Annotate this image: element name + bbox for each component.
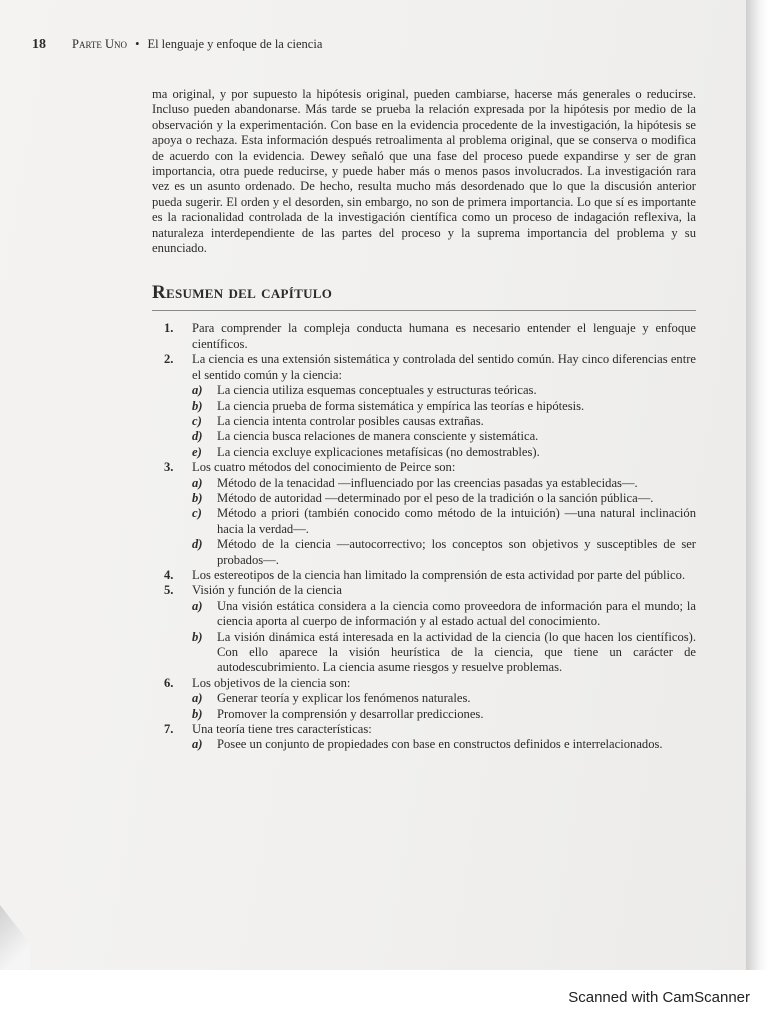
subitem-letter: d): [192, 429, 203, 444]
page-content: [152, 87, 696, 753]
subitem-text: Una visión estática considera a la ciencia como proveedora de información para el mundo; la ciencia aporta al cuerpo de información y al estado actual del conocimiento.: [217, 598, 696, 629]
summary-subitem: [192, 491, 696, 506]
item-number: 5.: [164, 583, 174, 598]
item-number: 3.: [164, 460, 174, 475]
subitem-text: La ciencia excluye explicaciones metafísicas (no demostrables).: [217, 444, 540, 459]
subitem-text: Posee un conjunto de propiedades con base en constructos definidos e interrelacionados.: [217, 737, 663, 752]
subitem-text: La visión dinámica está interesada en la actividad de la ciencia (lo que hacen los científicos). Con ello aparece la visión heurística de la ciencia, que tiene un carácter de autodescubrimiento. La ciencia asume riesgos y resuelve problemas.: [217, 629, 696, 675]
summary-item: [152, 352, 696, 460]
summary-subitem: [192, 630, 696, 676]
subitem-letter: c): [192, 506, 202, 521]
intro-paragraph: ma original, y por supuesto la hipótesis original, pueden cambiarse, hacerse más generales o reducirse. Incluso pueden abandonarse. Más tarde se prueba la relación expresada por la hipótesis por medio de la observación y la experimentación. Con base en la evidencia procedente de la investigación, la hipótesis se apoya o rechaza. Esta información después retroalimenta al problema original, que se conserva o modifica de acuerdo con la evidencia. Dewey señaló que una fase del proceso puede expandirse y ser de gran importancia, otra puede reducirse, y puede haber más o menos pasos involucrados. La investigación rara vez es un asunto ordenado. De hecho, resulta mucho más desordenado que lo que la discusión anterior pueda sugerir. El orden y el desorden, sin embargo, no son de primera importancia. Lo que sí es importante es la racionalidad controlada de la investigación científica como un proceso de indagación reflexiva, la naturaleza interdependiente de las partes del proceso y la suprema importancia del problema y su enunciado.: [152, 87, 696, 256]
summary-subitem: [192, 599, 696, 630]
subitem-letter: a): [192, 383, 203, 398]
subitem-letter: a): [192, 475, 203, 490]
summary-subitem: [192, 691, 696, 706]
subitem-text: Promover la comprensión y desarrollar predicciones.: [217, 706, 484, 721]
item-number: 6.: [164, 675, 174, 690]
summary-subitem: [192, 399, 696, 414]
subitem-text: Generar teoría y explicar los fenómenos naturales.: [217, 691, 471, 706]
summary-subitem: [192, 383, 696, 398]
subitem-text: Método de autoridad —determinado por el peso de la tradición o la sanción pública—.: [217, 490, 654, 505]
subitem-letter: c): [192, 413, 202, 428]
running-head: [32, 37, 322, 53]
item-number: 4.: [164, 567, 174, 582]
page-number: 18: [32, 37, 46, 52]
summary-heading: Resumen del capítulo: [152, 282, 333, 304]
summary-item: [152, 568, 696, 583]
item-text: Una teoría tiene tres características:: [192, 722, 372, 737]
subitem-text: La ciencia prueba de forma sistemática y empírica las teorías e hipótesis.: [217, 398, 585, 413]
part-label: Parte Uno: [72, 37, 128, 51]
subitem-text: La ciencia busca relaciones de manera consciente y sistemática.: [217, 429, 539, 444]
subitem-letter: b): [192, 490, 203, 505]
subitem-letter: b): [192, 398, 203, 413]
subitem-letter: d): [192, 537, 203, 552]
page-edge-shadow: [746, 0, 768, 970]
summary-subitem: [192, 429, 696, 444]
subitem-text: Método de la ciencia —autocorrectivo; los conceptos son objetivos y susceptibles de ser probados—.: [217, 537, 696, 567]
item-number: 1.: [164, 321, 174, 336]
subitem-text: Método a priori (también conocido como método de la intuición) —una natural inclinación hacia la verdad—.: [217, 506, 696, 536]
subitem-list: [192, 737, 696, 752]
subitem-letter: a): [192, 691, 203, 706]
item-text: Los estereotipos de la ciencia han limitado la comprensión de esta actividad por parte del público.: [192, 567, 686, 582]
summary-item: [152, 676, 696, 722]
summary-subitem: [192, 537, 696, 568]
summary-subitem: [192, 414, 696, 429]
summary-item: [152, 722, 696, 753]
subitem-text: La ciencia intenta controlar posibles causas extrañas.: [217, 413, 484, 428]
subitem-text: Método de la tenacidad —influenciado por las creencias pasadas ya establecidas—.: [217, 475, 638, 490]
subitem-letter: e): [192, 444, 202, 459]
chapter-title: El lenguaje y enfoque de la ciencia: [147, 37, 323, 51]
summary-subitem: [192, 445, 696, 460]
subitem-letter: a): [192, 598, 203, 613]
subitem-letter: b): [192, 629, 203, 644]
scanner-watermark: Scanned with CamScanner: [568, 989, 750, 1006]
item-text: La ciencia es una extensión sistemática y controlada del sentido común. Hay cinco diferencias entre el sentido común y la ciencia:: [192, 352, 696, 382]
subitem-letter: a): [192, 737, 203, 752]
item-text: Para comprender la compleja conducta humana es necesario entender el lenguaje y enfoque científicos.: [192, 321, 696, 351]
heading-rule: [152, 310, 696, 311]
summary-subitem: [192, 707, 696, 722]
subitem-text: La ciencia utiliza esquemas conceptuales y estructuras teóricas.: [217, 383, 537, 398]
item-text: Visión y función de la ciencia: [192, 583, 342, 598]
subitem-list: [192, 691, 696, 722]
item-text: Los cuatro métodos del conocimiento de Peirce son:: [192, 460, 456, 475]
subitem-letter: b): [192, 706, 203, 721]
summary-list: [152, 321, 696, 752]
summary-item: [152, 460, 696, 568]
summary-item: [152, 583, 696, 675]
summary-subitem: [192, 506, 696, 537]
item-number: 2.: [164, 352, 174, 367]
summary-item: [152, 321, 696, 352]
summary-subitem: [192, 737, 696, 752]
summary-subitem: [192, 476, 696, 491]
subitem-list: [192, 383, 696, 460]
subitem-list: [192, 599, 696, 676]
header-separator: •: [135, 37, 140, 51]
item-number: 7.: [164, 722, 174, 737]
item-text: Los objetivos de la ciencia son:: [192, 675, 351, 690]
subitem-list: [192, 476, 696, 568]
